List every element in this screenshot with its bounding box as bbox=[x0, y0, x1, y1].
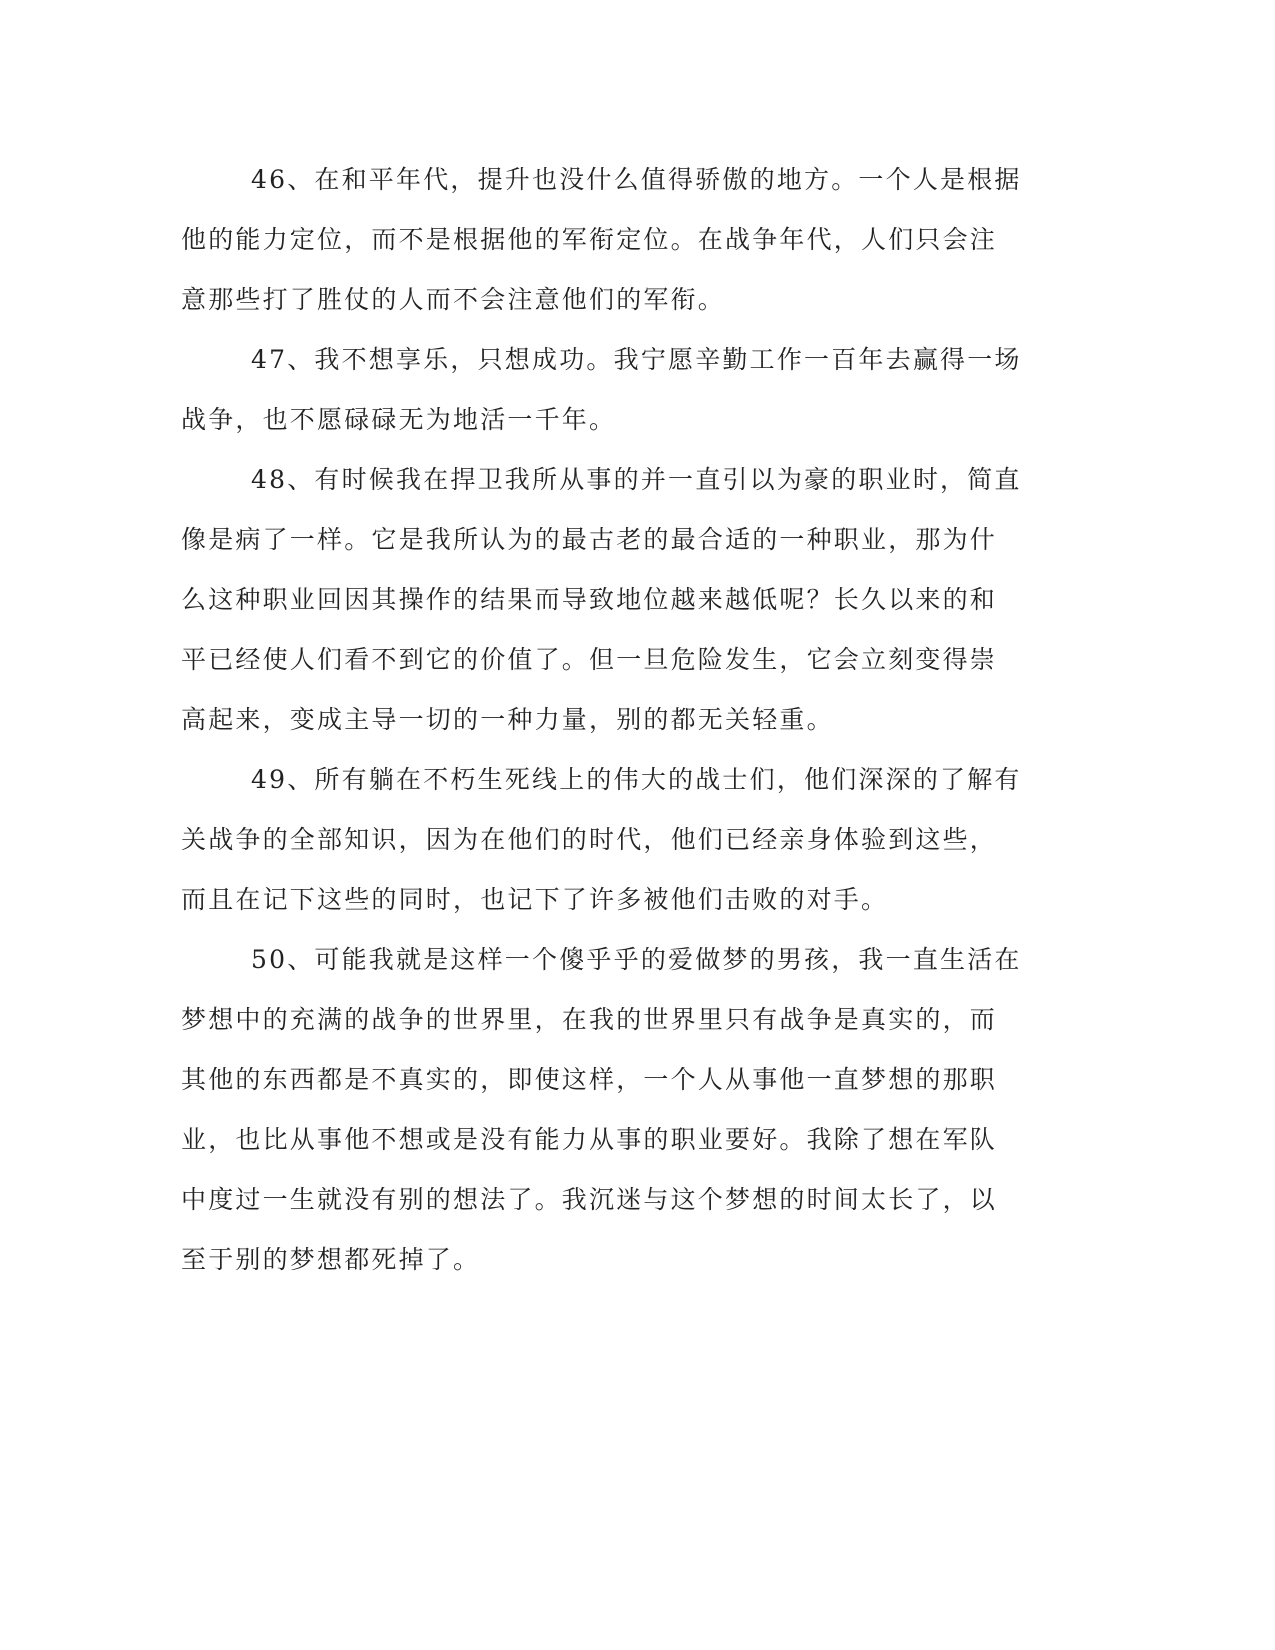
paragraph-line: 么这种职业回因其操作的结果而导致地位越来越低呢？长久以来的和 bbox=[181, 585, 998, 614]
paragraph-line: 意那些打了胜仗的人而不会注意他们的军衔。 bbox=[181, 285, 726, 314]
paragraph-line: 业，也比从事他不想或是没有能力从事的职业要好。我除了想在军队 bbox=[181, 1125, 998, 1154]
paragraph-line: 至于别的梦想都死掉了。 bbox=[181, 1245, 481, 1274]
document-body bbox=[181, 150, 1026, 1290]
paragraph-line: 其他的东西都是不真实的，即使这样，一个人从事他一直梦想的那职 bbox=[181, 1065, 998, 1094]
paragraph-line: 高起来，变成主导一切的一种力量，别的都无关轻重。 bbox=[181, 705, 834, 734]
paragraph-line: 而且在记下这些的同时，也记下了许多被他们击败的对手。 bbox=[181, 885, 889, 914]
paragraph-line: 48、有时候我在捍卫我所从事的并一直引以为豪的职业时，简直 bbox=[251, 465, 1022, 494]
paragraph-line: 他的能力定位，而不是根据他的军衔定位。在战争年代，人们只会注 bbox=[181, 225, 998, 254]
paragraph-49 bbox=[181, 750, 1026, 930]
paragraph-line: 关战争的全部知识，因为在他们的时代，他们已经亲身体验到这些， bbox=[181, 825, 998, 854]
paragraph-47 bbox=[181, 330, 1026, 450]
paragraph-line: 像是病了一样。它是我所认为的最古老的最合适的一种职业，那为什 bbox=[181, 525, 998, 554]
paragraph-50 bbox=[181, 930, 1026, 1290]
paragraph-line: 战争，也不愿碌碌无为地活一千年。 bbox=[181, 405, 617, 434]
paragraph-line: 梦想中的充满的战争的世界里，在我的世界里只有战争是真实的，而 bbox=[181, 1005, 998, 1034]
paragraph-46 bbox=[181, 150, 1026, 330]
paragraph-line: 47、我不想享乐，只想成功。我宁愿辛勤工作一百年去赢得一场 bbox=[251, 345, 1022, 374]
paragraph-line: 46、在和平年代，提升也没什么值得骄傲的地方。一个人是根据 bbox=[251, 165, 1022, 194]
paragraph-line: 中度过一生就没有别的想法了。我沉迷与这个梦想的时间太长了，以 bbox=[181, 1185, 998, 1214]
paragraph-line: 平已经使人们看不到它的价值了。但一旦危险发生，它会立刻变得崇 bbox=[181, 645, 998, 674]
paragraph-48 bbox=[181, 450, 1026, 750]
paragraph-line: 50、可能我就是这样一个傻乎乎的爱做梦的男孩，我一直生活在 bbox=[251, 945, 1022, 974]
paragraph-line: 49、所有躺在不朽生死线上的伟大的战士们，他们深深的了解有 bbox=[251, 765, 1022, 794]
